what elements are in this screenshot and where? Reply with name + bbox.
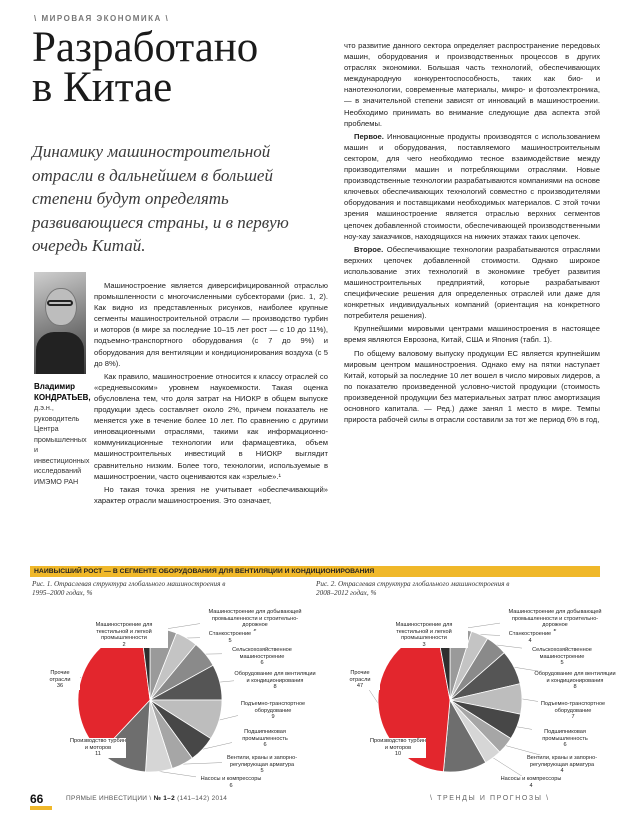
pie-slice-label <box>496 776 566 789</box>
author-block <box>34 382 90 487</box>
pie-slice-label <box>522 647 602 667</box>
article-title <box>32 24 322 111</box>
pie-slice-label-text: Машиностроение для добывающей промышленности и строительно-дорожное <box>208 609 302 629</box>
pie-slice-label-text: Вентили, краны и запорно-регулирующая арматура <box>226 755 298 768</box>
pie-slice-label-text: Сельскохозяйственное машиностроение <box>532 647 592 660</box>
pie-slice-label-text: Производство турбин и моторов <box>70 738 126 751</box>
pie-slice-label-text: Подшипниковая промышленность <box>242 729 288 742</box>
pie-slice-label <box>196 776 266 789</box>
pie-slice-label <box>500 631 560 644</box>
body-paragraph <box>344 131 600 242</box>
author-photo <box>34 272 86 374</box>
pie-slice-label <box>40 670 80 690</box>
figure-2-title: Рис. 2. Отраслевая структура глобального машиностроения в 2008–2012 годах, % <box>316 580 510 597</box>
pie-slice-label-text: Оборудование для вентиляции и кондиционирования <box>534 671 616 684</box>
pie-slice-label-text: Подшипниковая промышленность <box>542 729 588 742</box>
pie-slice-value: 4 <box>528 637 532 644</box>
article-lede: Динамику машиностроительной отрасли в дальнейшем в большей степени будут определять развивающиеся страны, и в первую очередь Китай. <box>32 142 289 255</box>
pie-slice-label <box>522 755 602 775</box>
infographic-banner: НАИВЫСШИЙ РОСТ — В СЕГМЕНТЕ ОБОРУДОВАНИЯ ДЛЯ ВЕНТИЛЯЦИИ И КОНДИЦИОНИРОВАНИЯ <box>30 566 600 577</box>
pie-slice-label-text: Оборудование для вентиляции и кондиционирования <box>234 671 316 684</box>
pie-slice-label-text: Машиностроение для текстильной и легкой промышленности <box>395 622 453 642</box>
pie-slice-label-text: Прочие отрасли <box>349 670 371 683</box>
pie-slice-value: 9 <box>271 714 275 721</box>
pie-slice-label <box>200 631 260 644</box>
pie-slice-value: 6 <box>263 742 267 749</box>
author-suit <box>36 332 84 374</box>
pie-slice-label-text: Насосы и компрессоры <box>200 776 262 782</box>
figure-1-title: Рис. 1. Отраслевая структура глобального машиностроения в 1995–2000 годах, % <box>32 580 226 597</box>
body-paragraph <box>344 244 600 322</box>
pie-slice-value: 2 <box>122 641 126 648</box>
pie-slice-label-text: Подъемно-транспортное оборудование <box>240 701 306 714</box>
body-paragraph: Как правило, машиностроение относится к классу отраслей со «средневысоким» уровнем наукоемкости. Такая оценка обусловлена тем, что доля затрат на НИОКР в общем выпуске продукции здесь составляет около 2%, причем показатель не меняется уже в течение более 10 лет. По сравнению с другими инновационными отраслями, такими как информационно-коммуникационные технологии или фармацевтика, объем машиностроительных инвестиций в НИОКР выглядит сравнительно низким. Более того, технологии, используемые в машиностроении, часто оцениваются как «зрелые».¹ <box>94 371 328 481</box>
author-face <box>45 288 77 326</box>
author-degree: д.э.н., руководитель <box>34 403 80 423</box>
pie-slice-value: 8 <box>273 684 277 691</box>
body-paragraph: Но такая точка зрения не учитывает «обеспечивающий» характер отрасли машиностроения. Это означает, <box>94 484 328 505</box>
paragraph-text: Обеспечивающие технологии разрабатываются отраслями верхних цепочек добавленной стоимости. Однако широкое использование этих технологий в экономике требует развития машиностроительных предприятий, которые разрабатывают специфические решения для определенных отраслей или даже для конкретных индивидуальных компаний (ориентация на конкретного потребителя решения). <box>344 244 600 321</box>
author-last-name: КОНДРАТЬЕВ, <box>34 392 91 402</box>
author-position: Центра промышленных и инвестиционных исследований ИМЭМО РАН <box>34 424 90 486</box>
pie-slice-label-text: Сельскохозяйственное машиностроение <box>232 647 292 660</box>
pie-slice-label-text: Производство турбин и моторов <box>370 738 426 751</box>
pie-slice-label-text: Машиностроение для добывающей промышленности и строительно-дорожное <box>508 609 602 629</box>
pie-slice-label <box>370 738 426 758</box>
pie-slice-value: 6 <box>229 782 233 789</box>
pie-slice-label <box>80 622 168 648</box>
pie-slice-label <box>222 755 302 775</box>
pie-slice-label <box>222 647 302 667</box>
pie-slice-value: 3 <box>422 641 426 648</box>
pie-slice-value: 5 <box>560 660 564 667</box>
pie-slice-label <box>534 671 616 691</box>
page-number: 66 <box>30 792 44 806</box>
pie-slice-label <box>70 738 126 758</box>
body-column-right <box>344 40 600 427</box>
pie-slice-label <box>340 670 380 690</box>
pie-slice-value: 36 <box>56 683 64 690</box>
pie-slice-label-text: Станкостроение <box>208 631 252 637</box>
pie-slice-value: 7 <box>571 714 575 721</box>
pie-slice-label <box>232 729 298 749</box>
page-number-bar <box>30 806 52 810</box>
title-line-2: в Китае <box>32 64 173 111</box>
pie-slice-value: 4 <box>560 768 564 775</box>
pie-slice-value: 5 <box>228 637 232 644</box>
body-paragraph: По общему валовому выпуску продукции ЕС является крупнейшим мировым центром машиностроения. Однако ему на пятки наступает Китай, который за последние 10 лет вошел в число мировых лидеров, а по показателю произведенной условно-чистой продукции (стоимость произведенной продукции без материальных затрат плюс амортизация основного капитала. — Ред.) даже занял 1 место в мире. Темпы прироста рабочей силы в отрасли составили за тот же период 6% в год, <box>344 348 600 425</box>
pie-slice-label-text: Машиностроение для текстильной и легкой промышленности <box>95 622 153 642</box>
pie-slice-value: 47 <box>356 683 364 690</box>
issue-number: № 1–2 <box>153 795 176 802</box>
pie-slice-value: 6 <box>563 742 567 749</box>
pie-slice-label-text: Подъемно-транспортное оборудование <box>540 701 606 714</box>
body-paragraph: что развитие данного сектора определяет распространение передовых машин, оборудования и производственных процессов в других отраслях экономики. Большая часть технологий, обеспечивающих международную конкурентоспособность, таких как био- и нанотехнологии, современные материалы, микро- и фотоэлектроника, — в значительной степени зависят от инноваций в машиностроении. Необходимо принимать во внимание следующие два аспекта этой проблемы. <box>344 41 600 128</box>
body-paragraph: Машиностроение является диверсифицированной отраслью промышленности с многочисленными субсекторами (рис. 1, 2). Как видно из представленных рисунков, наиболее крупные сегменты машиностроительной отрасли — производство турбин и моторов (в мире за последние 10–15 лет рост — с 10 до 11%), подъемно-транспортного оборудования (с 7 до 9%) и оборудования для вентиляции и кондиционирования воздуха (с 5 до 8%). <box>94 281 328 368</box>
pie-slice-value: 8 <box>573 684 577 691</box>
pie-slice-label-text: Вентили, краны и запорно-регулирующая арматура <box>526 755 598 768</box>
pie-slice-value: 4 <box>529 782 533 789</box>
paragraph-keyword: Первое. <box>354 131 384 141</box>
pie-slice-label <box>238 701 308 721</box>
paragraph-text: Инновационные продукты производятся с использованием машин и оборудования, поставляемого машиностроительным сектором, для чего необходимо тесное взаимодействие между производителями машин и потребляющими отраслями. Новые производственные технологии разрабатываются компаниями на основе ключевых обеспечивающих технологий совместно с производителями оборудования и поставщиками необходимых материалов. С этой точки зрения машиностроение является отраслью верхних сегментов цепочек добавленной стоимости, обеспечивающей производственными ноу-хау заказчиков, находящихся на нижних этажах таких цепочек. <box>344 131 600 241</box>
issue-detail: (141–142) 2014 <box>177 795 228 802</box>
body-paragraph: Крупнейшими мировыми центрами машиностроения в настоящее время являются Еврозона, Китай, США и Япония (табл. 1). <box>344 324 600 345</box>
pie-chart-1 <box>0 600 315 788</box>
author-first-name: Владимир <box>34 382 76 391</box>
paragraph-keyword: Второе. <box>354 244 384 254</box>
pie-slice-value: 11 <box>95 751 101 758</box>
pie-slice-label-text: Прочие отрасли <box>49 670 71 683</box>
pie-slice-value: 5 <box>260 768 264 775</box>
section-label: \ ТРЕНДЫ И ПРОГНОЗЫ \ <box>430 795 550 802</box>
body-column-left <box>94 280 328 508</box>
title-line-1: Разработано <box>32 24 259 71</box>
pie-slice-label-text: Насосы и компрессоры <box>500 776 562 782</box>
pie-slice-label <box>380 622 468 648</box>
pie-slice-value: 10 <box>394 751 402 758</box>
magazine-name: ПРЯМЫЕ ИНВЕСТИЦИИ <box>66 795 148 802</box>
pie-chart-2 <box>300 600 615 788</box>
pie-slice-label <box>532 729 598 749</box>
pie-slice-value: 6 <box>260 660 264 667</box>
pie-slice-label-text: Станкостроение <box>508 631 552 637</box>
author-glasses <box>47 300 73 306</box>
pie-slice-label <box>538 701 608 721</box>
magazine-info: ПРЯМЫЕ ИНВЕСТИЦИИ \ № 1–2 (141–142) 2014 <box>66 795 228 802</box>
rubric-label: \ МИРОВАЯ ЭКОНОМИКА \ <box>34 14 170 23</box>
